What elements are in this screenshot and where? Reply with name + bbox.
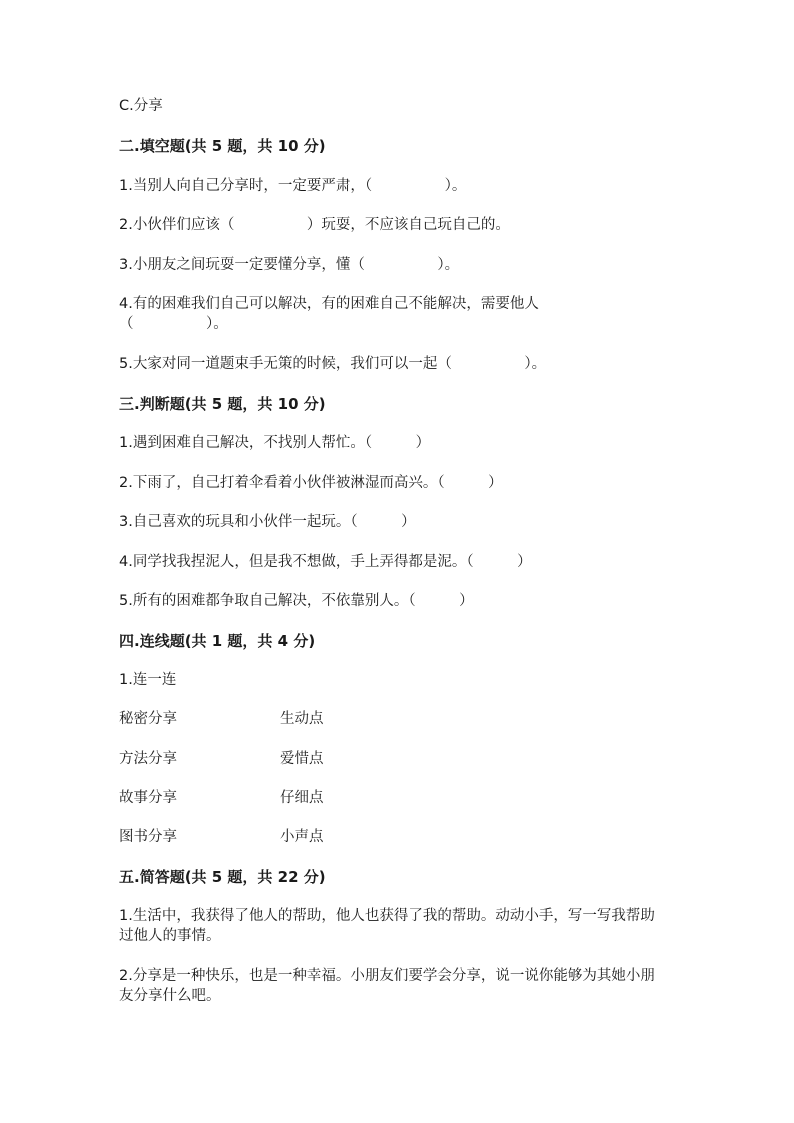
judge-question-4: 4.同学找我捏泥人，但是我不想做，手上弄得都是泥。（ ）	[119, 554, 532, 570]
section-match-heading: 四.连线题(共 1 题，共 4 分)	[119, 632, 316, 650]
fill-question-2: 2.小伙伴们应该（ ）玩耍，不应该自己玩自己的。	[119, 217, 510, 233]
option-c: C.分享	[119, 98, 163, 114]
match-right-item: 仔细点	[280, 790, 324, 806]
match-right-item: 生动点	[280, 711, 324, 727]
match-left-item: 故事分享	[119, 790, 177, 806]
match-right-item: 爱惜点	[280, 751, 324, 767]
match-left-item: 秘密分享	[119, 711, 177, 727]
fill-question-1: 1.当别人向自己分享时，一定要严肃，（ ）。	[119, 178, 467, 194]
match-left-item: 图书分享	[119, 829, 177, 845]
match-right-item: 小声点	[280, 829, 324, 845]
short-question-1: 1.生活中，我获得了他人的帮助，他人也获得了我的帮助。动动小手，写一写我帮助过他人的事情。	[119, 908, 655, 944]
fill-question-4: 4.有的困难我们自己可以解决，有的困难自己不能解决，需要他人	[119, 296, 539, 312]
match-question: 1.连一连	[119, 672, 177, 688]
section-short-heading: 五.简答题(共 5 题，共 22 分)	[119, 868, 326, 886]
fill-question-4-blank: （ ）。	[119, 316, 228, 332]
judge-question-2: 2.下雨了，自己打着伞看着小伙伴被淋湿而高兴。（ ）	[119, 475, 503, 491]
judge-question-3: 3.自己喜欢的玩具和小伙伴一起玩。（ ）	[119, 514, 416, 530]
judge-question-5: 5.所有的困难都争取自己解决，不依靠别人。（ ）	[119, 593, 474, 609]
match-left-item: 方法分享	[119, 751, 177, 767]
section-fill-heading: 二.填空题(共 5 题，共 10 分)	[119, 137, 326, 155]
fill-question-3: 3.小朋友之间玩耍一定要懂分享，懂（ ）。	[119, 257, 460, 273]
fill-question-5: 5.大家对同一道题束手无策的时候，我们可以一起（ ）。	[119, 356, 547, 372]
section-judge-heading: 三.判断题(共 5 题，共 10 分)	[119, 395, 326, 413]
judge-question-1: 1.遇到困难自己解决，不找别人帮忙。（ ）	[119, 435, 431, 451]
short-question-2: 2.分享是一种快乐，也是一种幸福。小朋友们要学会分享，说一说你能够为其她小朋友分享什么吧。	[119, 968, 655, 1004]
